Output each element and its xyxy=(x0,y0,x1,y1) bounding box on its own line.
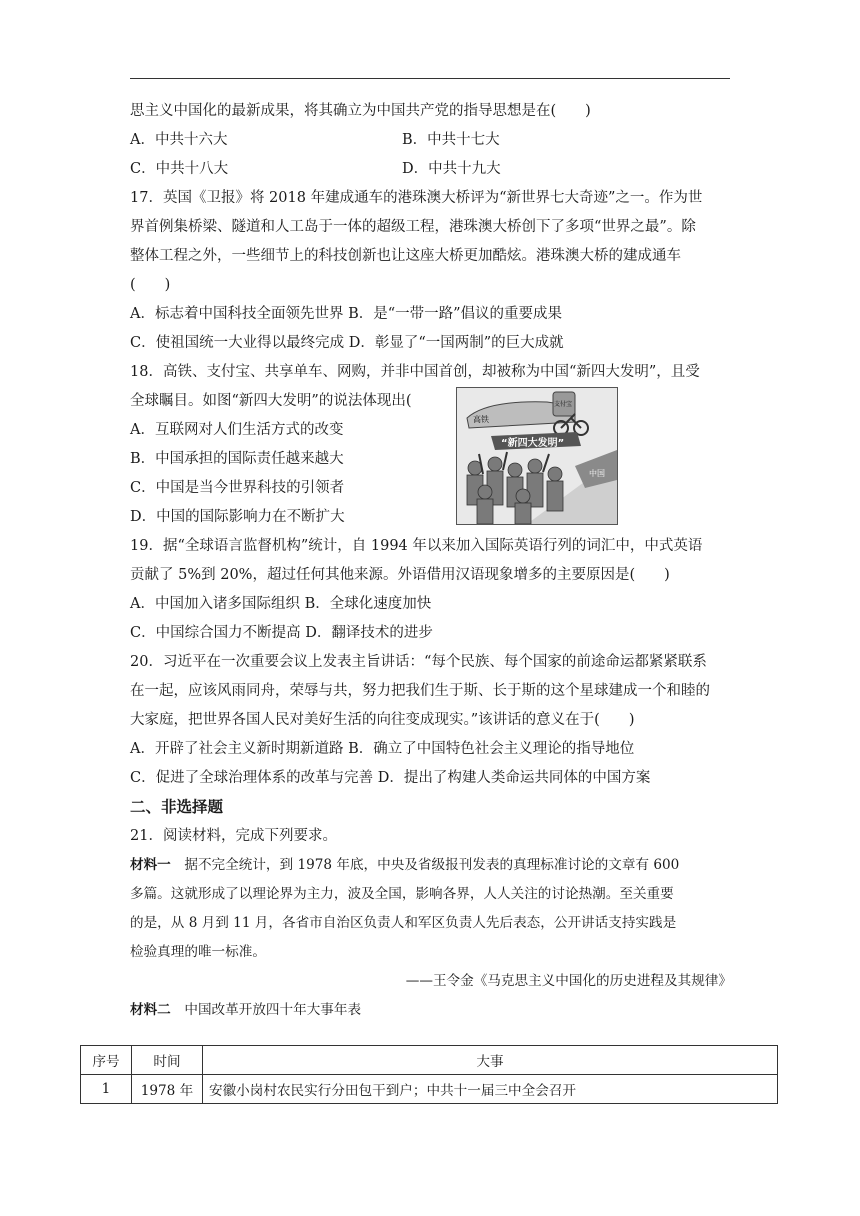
new-four-inventions-cartoon xyxy=(456,387,618,525)
q18-stem-line: 全球瞩目。如图“新四大发明”的说法体现出( xyxy=(130,393,412,409)
q21-stem: 21．阅读材料，完成下列要求。 xyxy=(130,828,337,844)
cartoon-illustration xyxy=(457,388,617,524)
header-rule xyxy=(130,78,730,79)
label-alipay: 支付宝 xyxy=(554,401,573,408)
q17-option-ab[interactable]: A．标志着中国科技全面领先世界 B．是“一带一路”倡议的重要成果 xyxy=(130,306,563,322)
material-one-line: 的是，从 8 月到 11 月，各省市自治区负责人和军区负责人先后表态，公开讲话支持实践是 xyxy=(130,915,677,931)
q20-option-cd[interactable]: C．促进了全球治理体系的改革与完善 D．提出了构建人类命运共同体的中国方案 xyxy=(130,770,651,786)
q16-options-row1 xyxy=(130,126,732,155)
q18-option-c[interactable]: C．中国是当今世界科技的引领者 xyxy=(130,480,345,496)
material-one-source: ——王令金《马克思主义中国化的历史进程及其规律》 xyxy=(405,973,732,989)
q17-stem-line: 界首例集桥梁、隧道和人工岛于一体的超级工程，港珠澳大桥创下了多项“世界之最”。除 xyxy=(130,219,696,235)
material-two-label: 材料二 xyxy=(130,1002,171,1018)
cell-event: 安徽小岗村农民实行分田包干到户；中共十一届三中全会召开 xyxy=(203,1075,778,1104)
banner-text: “新四大发明” xyxy=(501,438,565,449)
q20-stem-line: 在一起，应该风雨同舟，荣辱与共，努力把我们生于斯、长于斯的这个星球建成一个和睦的 xyxy=(130,683,710,699)
q17-option-cd[interactable]: C．使祖国统一大业得以最终完成 D．彰显了“一国两制”的巨大成就 xyxy=(130,335,564,351)
q18-body xyxy=(130,387,732,532)
header-index: 序号 xyxy=(81,1046,132,1075)
q17-stem-line: 整体工程之外，一些细节上的科技创新也让这座大桥更加酷炫。港珠澳大桥的建成通车 xyxy=(130,248,681,264)
q16-option-a[interactable]: A．中共十六大 xyxy=(130,132,228,148)
q20-option-ab[interactable]: A．开辟了社会主义新时期新道路 B．确立了中国特色社会主义理论的指导地位 xyxy=(130,741,635,757)
q20-stem-line: 20．习近平在一次重要会议上发表主旨讲话：“每个民族、每个国家的前途命运都紧紧联系 xyxy=(130,654,707,670)
header-time: 时间 xyxy=(132,1046,203,1075)
q16-option-d[interactable]: D．中共十九大 xyxy=(402,161,501,177)
cell-time: 1978 年 xyxy=(132,1075,203,1104)
q16-options-row2 xyxy=(130,155,732,184)
material-one xyxy=(130,851,732,1025)
events-table xyxy=(80,1045,778,1104)
material-one-line: 检验真理的唯一标准。 xyxy=(130,944,266,960)
q16-option-c[interactable]: C．中共十八大 xyxy=(130,161,229,177)
q17-stem-line: 17．英国《卫报》将 2018 年建成通车的港珠澳大桥评为“新世界七大奇迹”之一。作为世 xyxy=(130,190,703,206)
q16-option-b[interactable]: B．中共十七大 xyxy=(402,132,500,148)
q19-stem-line: 19．据“全球语言监督机构”统计，自 1994 年以来加入国际英语行列的词汇中，中式英语 xyxy=(130,538,703,554)
material-two-title: 中国改革开放四十年大事年表 xyxy=(170,1002,362,1018)
label-china: 中国 xyxy=(589,469,605,478)
q17-stem-line: ( ) xyxy=(130,277,171,293)
q20-stem-line: 大家庭，把世界各国人民对美好生活的向往变成现实。”该讲话的意义在于( ) xyxy=(130,712,635,728)
q19-option-ab[interactable]: A．中国加入诸多国际组织 B．全球化速度加快 xyxy=(130,596,432,612)
exam-content xyxy=(130,97,732,1025)
q16-stem: 思主义中国化的最新成果，将其确立为中国共产党的指导思想是在( ) xyxy=(130,103,591,119)
label-high-speed-rail: 高铁 xyxy=(473,415,489,424)
section-title: 二、非选择题 xyxy=(130,798,224,816)
q18-stem-line: 18．高铁、支付宝、共享单车、网购，并非中国首创，却被称为中国“新四大发明”，且受 xyxy=(130,364,700,380)
q18-option-a[interactable]: A．互联网对人们生活方式的改变 xyxy=(130,422,344,438)
q18-option-b[interactable]: B．中国承担的国际责任越来越大 xyxy=(130,451,344,467)
material-one-label: 材料一 xyxy=(130,857,171,873)
table-row xyxy=(81,1075,778,1104)
q18-option-d[interactable]: D．中国的国际影响力在不断扩大 xyxy=(130,509,345,525)
q19-option-cd[interactable]: C．中国综合国力不断提高 D．翻译技术的进步 xyxy=(130,625,433,641)
header-event: 大事 xyxy=(203,1046,778,1075)
cell-index: 1 xyxy=(81,1075,132,1104)
material-one-line: 据不完全统计，到 1978 年底，中央及省级报刊发表的真理标准讨论的文章有 600 xyxy=(170,857,680,873)
table-header-row xyxy=(81,1046,778,1075)
q19-stem-line: 贡献了 5%到 20%，超过任何其他来源。外语借用汉语现象增多的主要原因是( ) xyxy=(130,567,670,583)
material-one-line: 多篇。这就形成了以理论界为主力，波及全国，影响各界，人人关注的讨论热潮。至关重要 xyxy=(130,886,674,902)
